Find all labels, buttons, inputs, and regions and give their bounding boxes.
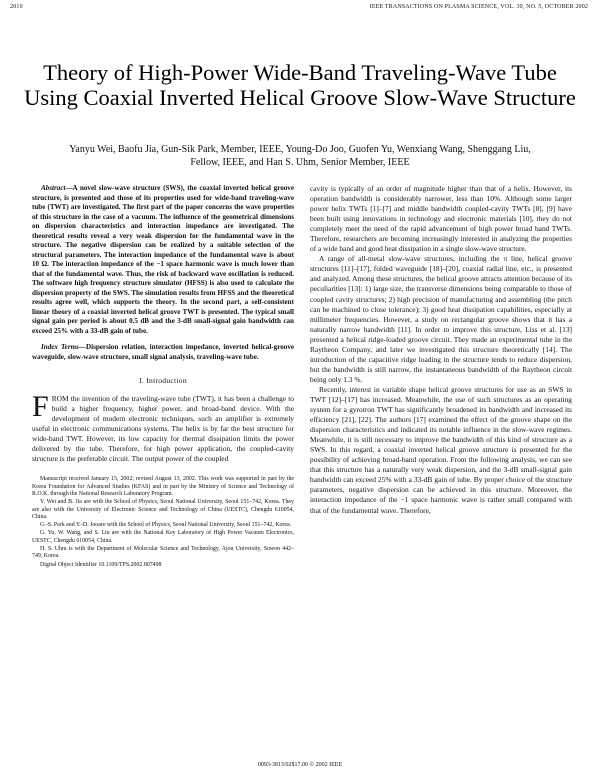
body-paragraph: cavity is typically of an order of magnitude higher than that of a helix. However, its operation bandwidth is considerably narrower, less than 10%. Although some larger power helix TWTs [1]–[7] and middle bandwidth coupled-cavity TWTs [8], [9] have been built using innovations in technology and electronic materials [10], they do not completely meet the need of the rapid advancement of high power broad band TWTs. Therefore, researchers are becoming increasingly interested in analyzing the properties of a wide band and good heat dissipation in a single slow-wave structure. (310, 184, 572, 254)
section-heading: I. Introduction (139, 376, 187, 385)
author-list: Yanyu Wei, Baofu Jia, Gun-Sik Park, Member, IEEE, Young-Do Joo, Guofen Yu, Wenxiang Wang, Shenggang Liu, Fellow, IEEE, and Han S. Uhm, Senior Member, IEEE (69, 144, 531, 168)
intro-paragraph (32, 390, 294, 464)
abstract (32, 184, 294, 336)
footnote: Manuscript received January 15, 2002; revised August 13, 2002. This work was supported in part by the Korea Foundation for Advanced Studies (KFAS) and in part by the Ministry of Science and Technology of R.O.K. through the National Research Laboratory Program. (32, 476, 294, 497)
journal-header: IEEE TRANSACTIONS ON PLASMA SCIENCE, VOL. 30, NO. 5, OCTOBER 2002 (369, 4, 588, 10)
paper-title: Theory of High-Power Wide-Band Traveling-Wave Tube Using Coaxial Inverted Helical Groove Slow-Wave Structure (24, 60, 576, 110)
intro-text: ROM the invention of the traveling-wave tube (TWT), it has been a challenge to build a higher frequency, higher power, and broad-band device. With the development of modern electronic techniques, such an amplifier is extremely useful in electronic communications systems. The helix is by far the best structure for wide-band TWT. However, its low capacity for thermal dissipation limits the power delivered by the tube. Therefore, for high power application, the coupled-cavity structure is the preferable circuit. The output power of the coupled (32, 394, 294, 464)
page-number: 2010 (10, 4, 23, 10)
body-paragraph: A range of all-metal slow-wave structures, including the π line, helical groove structures [11]–[17], folded waveguide [18]–[20], coaxial radial line, etc., is presented and analyzed. Among these structures, the helical groove attracts attention because of its peculiarities [13]: 1) large size, the transverse dimensions being comparable to those of coupled cavity structures; 2) high precision of manufacturing and assembling (the pitch can be machined to close tolerance); 3) good heat dissipation capabilities, especially at millimeter frequencies. However, a study on rectangular groove shows that it has a naturally narrow bandwidth [11]. In order to improve this structure, Liss et al. [13] presented a helical ridge-loaded groove circuit. They made an experimental tube in the Raytheon Company, and later we investigated this structure theoretically [14]. The introduction of the capacitive ridge loading in the structure tends to reduce dispersion, but the bandwidth is still narrow, the instantaneous bandwidth of the Raytheon circuit being only 1.3 %. (310, 254, 572, 384)
footnote: H. S. Uhm is with the Department of Molecular Science and Technology, Ajou University, Suwon 442–749, Korea. (32, 546, 294, 560)
footnote: G.-S. Park and Y.-D. Jooare with the School of Physics, Seoul National University, Seoul 151–742, Korea. (40, 522, 292, 529)
index-terms-text: —Dispersion relation, interaction impedance, inverted helical-groove waveguide, slow-wave structure, small signal analysis, traveling-wave tube. (32, 343, 295, 361)
index-terms-lead: Index Terms (41, 343, 79, 351)
doi-footnote: Digital Object Identifier 10.1109/TPS.2002.807498 (40, 561, 162, 568)
abstract-lead: Abstract (41, 184, 66, 192)
footnotes (32, 476, 294, 569)
index-terms (32, 343, 294, 362)
left-column (32, 184, 294, 570)
copyright-footer: 0093-3813/02$17.00 © 2002 IEEE (257, 762, 343, 768)
abstract-text: —A novel slow-wave structure (SWS), the coaxial inverted helical groove structure, is presented and those of its properties used for wide-band traveling-wave tube (TWT) are investigated. The first part of the paper concerns the wave properties of this structure in the case of a vacuum. The influence of the geometrical dimensions on dispersion characteristics and interaction impedance are investigated. The theoretical results reveal a very weak dispersion for the fundamental wave in the structure. The negative dispersion can be realized by a suitable selection of the structural parameters. The interaction impedance of the fundamental wave is about 10 Ω. The interaction impedance of the −1 space harmonic wave is much lower than that of the fundamental wave. Thus, the risk of backward wave oscillation is reduced. The software high frequency structure simulator (HFSS) is also used to calculate the dispersion property of the SWS. The simulation results from HFSS and the theoretical results agree well, which supports the theory. In the second part, a self-consistent linear theory of a coaxial inverted helical groove TWT is presented. The typical small signal gain per period is about 0.5 dB and the 3-dB small-signal gain bandwidth can exceed 25% with a 33-dB gain of tube. (32, 184, 294, 335)
body-paragraph: Recently, interest in variable shape helical groove structures for use as an SWS in TWT [12]–[17] has increased. Meanwhile, the use of such structures as an operating system for a gyrotron TWT has significantly broadened its bandwidth and increased its efficiency [21], [22]. The authors [17] examined the effect of the groove shape on the dispersion characteristics and indicated its notable influence in the slow-wave regimes. Meanwhile, it is still necessary to improve the bandwidth of this kind of structure as a SWS. In this regard, a coaxial inverted helical groove structure is presented for the possibility of achieving broad-band operation. From the following analysis, we can see that this structure has a naturally very weak dispersion, and the 3-dB small-signal gain bandwidth can exceed 25% with a 33-dB gain of tube. By proper choice of the structure parameters, negative dispersion can be achieved in this structure. Moreover, the interaction impedance of the −1 space harmonic wave is rather small compared with that of the fundamental wave. Therefore, (310, 384, 572, 515)
right-column (310, 184, 572, 516)
drop-cap: F (32, 390, 49, 424)
footnote: Y. Wei and B. Jia are with the School of Physics, Seoul National University, Seoul 151–742, Korea. They are also with the University of Electronic Science and Technology of China (UESTC), Chengdu 610054, China. (32, 499, 294, 520)
footnote: G. Yu, W. Wang, and S. Liu are with the National Key Laboratory of High Power Vacuum Electronics, UESTC, Chengdu 610054, China. (32, 530, 294, 544)
